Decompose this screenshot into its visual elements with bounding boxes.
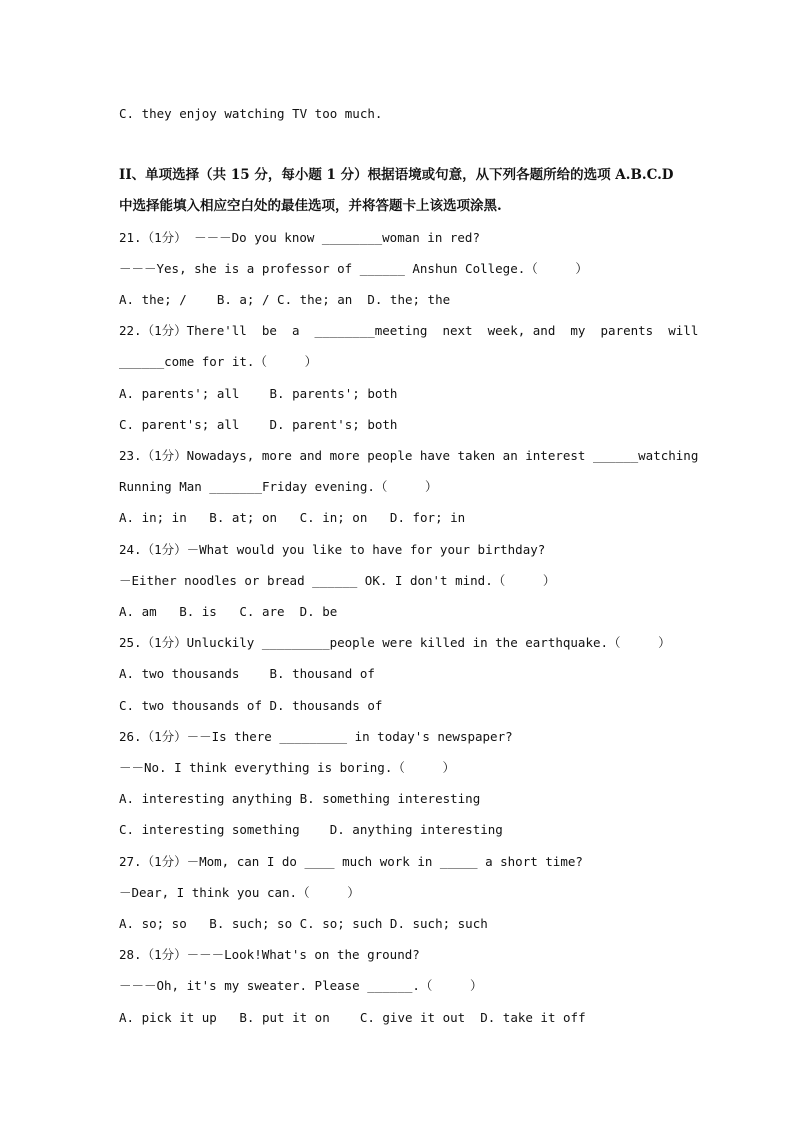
question-28-reply: －－－Oh, it's my sweater. Please ______.（ ） bbox=[119, 978, 483, 993]
question-26-options-a-b: A. interesting anything B. something interesting bbox=[119, 791, 481, 806]
question-25: 25.（1分）Unluckily _________people were killed in the earthquake.（ ） bbox=[119, 635, 671, 650]
question-26: 26.（1分）－－Is there _________ in today's newspaper? bbox=[119, 729, 513, 744]
question-21: 21.（1分） －－－Do you know ________woman in red? bbox=[119, 230, 480, 245]
question-22-options-c-d: C. parent's; all D. parent's; both bbox=[119, 417, 398, 432]
question-27-reply: －Dear, I think you can.（ ） bbox=[119, 885, 360, 900]
question-24: 24.（1分）－What would you like to have for your birthday? bbox=[119, 542, 546, 557]
question-21-options: A. the; / B. a; / C. the; an D. the; the bbox=[119, 292, 451, 307]
question-26-options-c-d: C. interesting something D. anything interesting bbox=[119, 822, 503, 837]
question-22-continued: ______come for it.（ ） bbox=[119, 354, 318, 369]
question-24-reply: －Either noodles or bread ______ OK. I don't mind.（ ） bbox=[119, 573, 556, 588]
question-25-options-c-d: C. two thousands of D. thousands of bbox=[119, 698, 383, 713]
question-27-options: A. so; so B. such; so C. so; such D. such; such bbox=[119, 916, 488, 931]
question-23-continued: Running Man _______Friday evening.（ ） bbox=[119, 479, 438, 494]
question-22-options-a-b: A. parents'; all B. parents'; both bbox=[119, 386, 398, 401]
question-23: 23.（1分）Nowadays, more and more people have taken an interest ______watching bbox=[119, 448, 699, 463]
section-heading: II、单项选择（共 15 分，每小题 1 分）根据语境或句意，从下列各题所给的选项 A.B.C.D bbox=[119, 167, 674, 183]
section-heading-continued: 中选择能填入相应空白处的最佳选项，并将答题卡上该选项涂黑. bbox=[119, 198, 502, 214]
question-26-reply: －－No. I think everything is boring.（ ） bbox=[119, 760, 455, 775]
question-22: 22.（1分）There'll be a ________meeting next week, and my parents will bbox=[119, 323, 699, 338]
question-25-options-a-b: A. two thousands B. thousand of bbox=[119, 666, 375, 681]
question-28: 28.（1分）－－－Look!What's on the ground? bbox=[119, 947, 420, 962]
question-23-options: A. in; in B. at; on C. in; on D. for; in bbox=[119, 510, 466, 525]
question-27: 27.（1分）－Mom, can I do ____ much work in _____ a short time? bbox=[119, 854, 583, 869]
question-24-options: A. am B. is C. are D. be bbox=[119, 604, 338, 619]
question-21-reply: －－－Yes, she is a professor of ______ Anshun College.（ ） bbox=[119, 261, 588, 276]
option-line: C. they enjoy watching TV too much. bbox=[119, 106, 383, 121]
question-28-options: A. pick it up B. put it on C. give it out D. take it off bbox=[119, 1010, 586, 1025]
